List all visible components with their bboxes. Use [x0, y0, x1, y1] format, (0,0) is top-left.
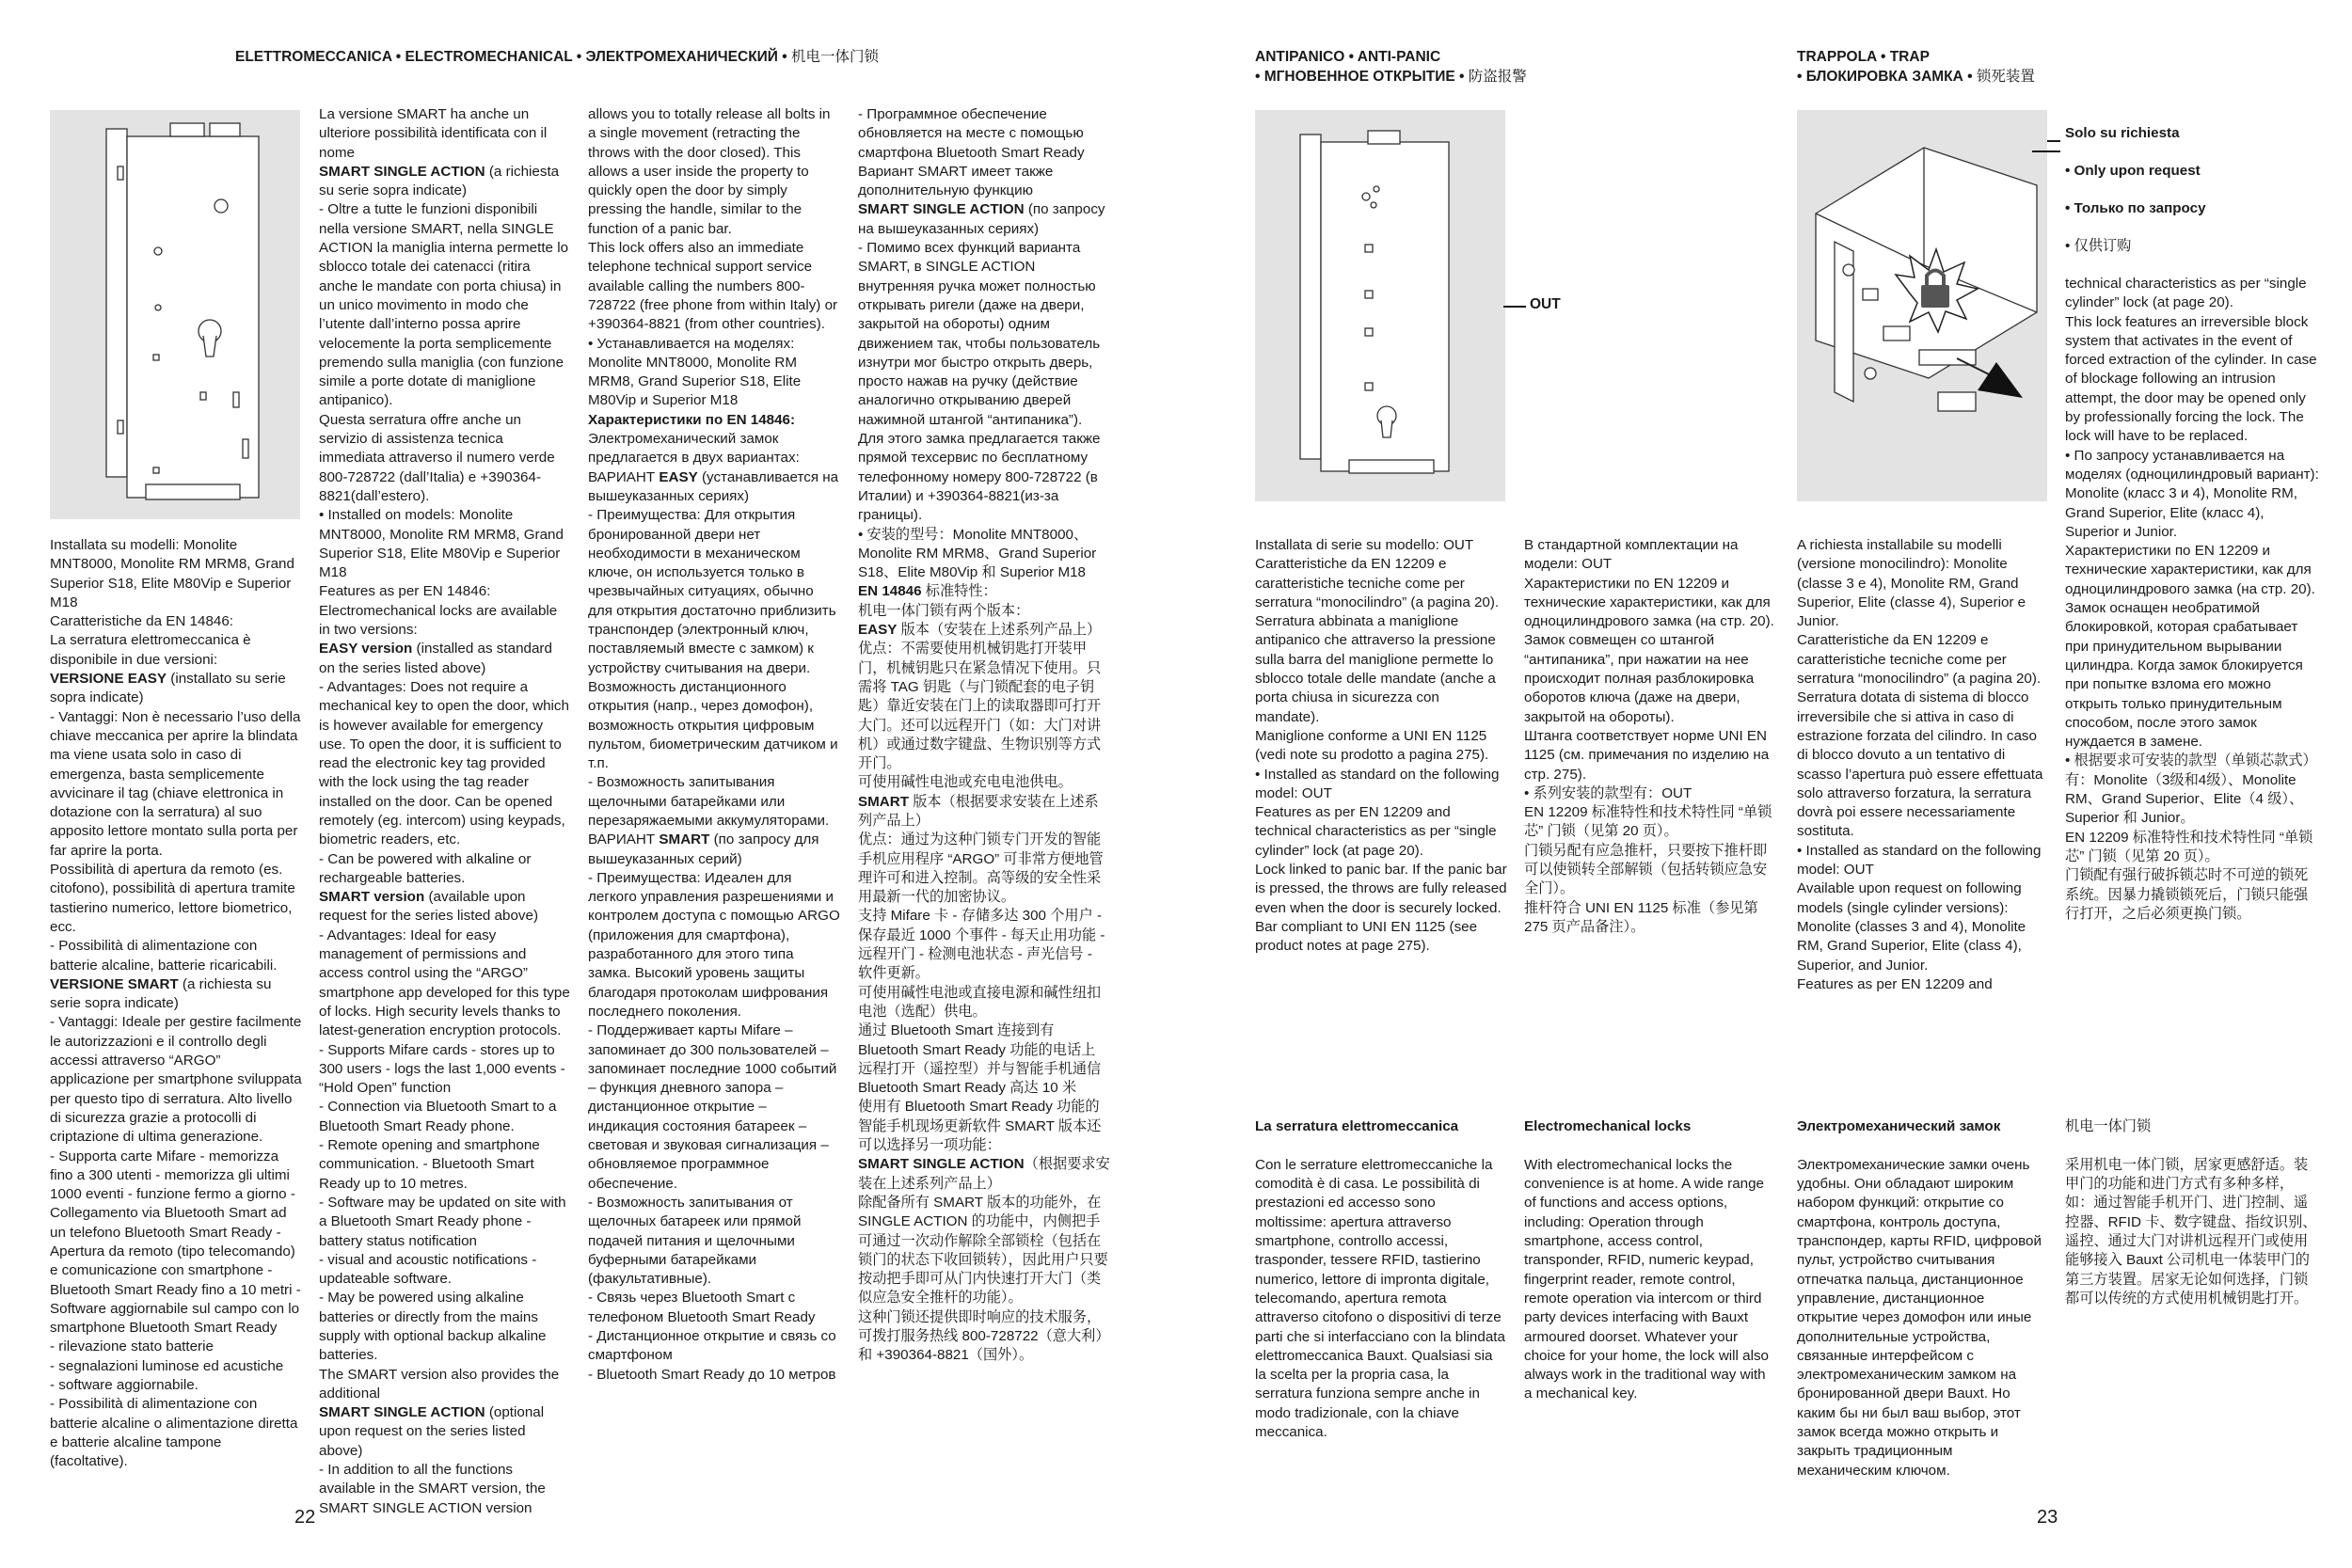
text-column-4 [858, 105, 1110, 1366]
paragraph: Available upon request on following models (single cylinder versions): Monolite (classes 3 and 4), Monolite RM, Grand Superior, Elite (class 4), Superior, and Junior. [1797, 880, 2026, 974]
paragraph: Installata su modelli: Monolite MNT8000, Monolite RM MRM8, Grand Superior S18, Elite M80Vip e Superior M18 [50, 537, 294, 610]
paragraph: • 安装的型号：Monolite MNT8000、Monolite RM MRM8、Grand Superior S18、Elite M80Vip 和 Superior M18 [858, 526, 1097, 581]
paragraph: SMART SINGLE ACTION (a richiesta su serie sopra indicate) [319, 163, 560, 199]
request-note-en: • Only upon request [2065, 163, 2201, 179]
paragraph: 使用有 Bluetooth Smart Ready 功能的智能手机现场更新软件 SMART 版本还可以选择另一项功能： [858, 1099, 1102, 1154]
paragraph: Характеристики по EN 12209 и технические характеристики, как для одноцилиндрового замка (на стр. 20). [1524, 575, 1774, 630]
paragraph: A richiesta installabile su modelli (versione monocilindro): Monolite (classe 3 e 4), Monolite RM, Grand Superior, Elite (classe 4), Superior e Junior. [1797, 537, 2026, 630]
lock-figure-antipanic [1255, 110, 1505, 501]
electromechanical-lock-drawing [50, 110, 300, 519]
paragraph: Bluetooth Smart Ready 高达 10 米 [858, 1080, 1077, 1097]
out-label: OUT [1530, 296, 1561, 312]
paragraph: Характеристики по EN 14846: [588, 411, 796, 428]
paragraph: В стандартной комплектации на модели: OUT [1524, 537, 1739, 573]
paragraph: Замок оснащен необратимой блокировкой, которая срабатывает при принудительном вырывании цилиндра. Когда замок блокируется при попытке взлома его можно открыть только принудительным способом, после этого замок нуждается в замене. [2065, 600, 2303, 751]
paragraph: - Преимущества: Идеален для легкого управления разрешениями и контролем доступа с помощью ARGO (приложения для смартфона), разработанного для этого типа замка. Высокий уровень защиты благодаря протоколам шифрования последнего поколения. [588, 869, 840, 1020]
paragraph: 除配备所有 SMART 版本的功能外，在 SINGLE ACTION 的功能中，内侧把手可通过一次动作解除全部锁栓（包括在锁门的状态下收回锁转），因此用户只要按动把手即可从门内快速打开大门（类似应急安全推杆的功能）。 [858, 1194, 1108, 1307]
paragraph: ВАРИАНТ EASY (устанавливается на вышеуказанных сериях) [588, 468, 839, 504]
paragraph: Questa serratura offre anche un servizio di assistenza tecnica immediata attraverso il numero verde 800-728722 (dall’Italia) e +390364-8821(dall’estero). [319, 411, 555, 504]
request-note-cn: • 仅供订购 [2065, 238, 2132, 254]
paragraph: 可使用碱性电池或充电电池供电。 [858, 774, 1073, 791]
paragraph: Features as per EN 12209 and [1797, 975, 1993, 992]
text-column-2 [319, 105, 571, 1518]
paragraph: - Преимущества: Для открытия бронированной двери нет необходимости в механическом ключе, он используется только в чрезвычайных ситуациях, обычно для открытия достаточно приблизить транспондер (электронный ключ, поставляемый вместе с замком) к устройству считывания на двери. Возможность дистанционного открытия (напр., через домофон), возможность открытия цифровым пультом, биометрическим датчиком и т.п. [588, 507, 838, 772]
paragraph: Serratura dotata di sistema di blocco irreversibile che si attiva in caso di estrazione forzata del cilindro. In caso di blocco dovuto a un tentativo di scasso l’apertura può essere effettuata solo attraverso forzatura, la serratura dovrà poi essere necessariamente sostituta. [1797, 689, 2043, 840]
paragraph: - Vantaggi: Non è necessario l’uso della chiave meccanica per aprire la blindata ma viene usata solo in caso di emergenza, basta semplicemente avvicinare il tag (chiave elettronica in dotazione con la serratura) al suo apposito lettore montato sulla porta per far aprire la porta. [50, 708, 301, 859]
bottom-box-en [1524, 1099, 1776, 1423]
paragraph: Lock linked to panic bar. If the panic bar is pressed, the throws are fully released even when the door is securely locked. [1255, 862, 1507, 916]
paragraph: 优点：通过为这种门锁专门开发的智能手机应用程序 “ARGO” 可非常方便地管理许可和进入控制。高等级的安全性采用最新一代的加密协议。 [858, 832, 1104, 906]
paragraph: • По запросу устанавливается на моделях (одноцилиндровый вариант): Monolite (класс 3 и 4), Monolite RM, Grand Superior, Elite (класс 4), Superior и Junior. [2065, 447, 2319, 540]
paragraph: Штанга соответствует норме UNI EN 1125 (см. примечания по изделию на стр. 275). [1524, 727, 1770, 783]
paragraph: VERSIONE SMART (a richiesta su serie sopra indicate) [50, 975, 272, 1012]
paragraph: EASY 版本（安装在上述系列产品上） [858, 622, 1102, 639]
paragraph: ВАРИАНТ SMART (по запросу для вышеуказанных серий) [588, 832, 819, 867]
bottom-en-text: With electromechanical locks the convenience is at home. A wide range of functions and access options, including: Operation through smartphone, access control, transponder, RFID, numeric keypad, fingerprint reader, remote control, remote operation via intercom or third party devices interfacing with Bauxt armoured doorset. Whatever your choice for your home, the lock will also always work in the traditional way with a mechanical key. [1524, 1156, 1769, 1402]
paragraph: 这种门锁还提供即时响应的技术服务，可拨打服务热线 800-728722（意大利）和 +390364-8821（国外）。 [858, 1308, 1110, 1364]
request-note-it: Solo su richiesta [2065, 125, 2180, 141]
paragraph: The SMART version also provides the additional [319, 1366, 560, 1402]
bottom-it-text: Con le serrature elettromeccaniche la comodità è di casa. Le possibilità di prestazioni ed accesso sono moltissime: apertura attraverso smartphone, controllo accessi, trasponder, tessere RFID, tastierino numerico, lettore di impronta digitale, telecomando, apertura remota attraverso citofono o dispositivi di terze parti che si interfacciano con la blindata elettromeccanica Bauxt. Qualsiasi sia la scelta per la propria casa, la serratura funziona sempre anche in modo tradizionale, con la chiave meccanica. [1255, 1156, 1505, 1441]
paragraph: 机电一体门锁有两个版本： [858, 602, 1030, 619]
header-mid [1255, 47, 1527, 87]
header-right-line1: TRAPPOLA • TRAP [1797, 49, 1930, 65]
paragraph: 推杆符合 UNI EN 1125 标准（参见第 275 页产品备注）。 [1524, 899, 1758, 935]
paragraph: 门锁另配有应急推杆，只要按下推杆即可以使锁转全部解锁（包括转锁应急安全门）。 [1524, 842, 1768, 897]
paragraph: • Устанавливается на моделях: Monolite MNT8000, Monolite RM MRM8, Grand Superior S18, Elite M80Vip и Superior M18 [588, 335, 802, 409]
paragraph: - Дистанционное открытие и связь со смартфоном [588, 1328, 836, 1364]
header-left-main: ELETTROMECCANICA • ELECTROMECHANICAL • ЭЛЕКТРОМЕХАНИЧЕСКИЙ • [235, 49, 787, 65]
paragraph: This lock features an irreversible block system that activates in the event of forced extraction of the cylinder. In case of blockage following an intrusion attempt, the door may be opened only by professionally forcing the lock. The lock will have to be replaced. [2065, 313, 2317, 445]
bottom-cn-title: 机电一体门锁 [2065, 1118, 2152, 1135]
paragraph: Caratteristiche da EN 14846: [50, 613, 234, 630]
bottom-cn-text: 采用机电一体门锁，居家更感舒适。装甲门的功能和进门方式有多种多样，如：通过智能手机开门、进门控制、遥控器、RFID 卡、数字键盘、指纹识别、遥控、通过大门对讲机远程开门或使用能够接入 Bauxt 公司机电一体装甲门的第三方装置。居家无论如何选择，门锁都可以传统的方式使用机械钥匙打开。 [2065, 1156, 2317, 1307]
request-callout-line-b [2032, 150, 2060, 152]
paragraph: - Oltre a tutte le funzioni disponibili nella versione SMART, nella SINGLE ACTION la maniglia interna permette lo sblocco totale dei catenacci (ritira anche le mandate con porta chiusa) in un unico movimento in modo che l’utente dall’interno possa aprire velocemente la porta semplicemente premendo sulla maniglia (con funzione simile a porte dotate di maniglione antipanico). [319, 201, 569, 409]
paragraph: - Поддерживает карты Mifare – запоминает до 300 пользователей – запоминает последние 1000 событий – функция дневного запора – дистанционное открытие – индикация состояния батареек – световая и звуковая сигнализация – обновляемое программное обеспечение. [588, 1022, 837, 1192]
paragraph: Installata di serie su modello: OUT [1255, 537, 1474, 553]
paragraph: allows you to totally release all bolts in a single movement (retracting the throws with the door closed). This allows a user inside the property to quickly open the door by simply pressing the handle, similar to the function of a panic bar. [588, 106, 831, 237]
paragraph: - Supporta carte Mifare - memorizza fino a 300 utenti - memorizza gli ultimi 1000 eventi - funzione fermo a giorno - Collegamento via Bluetooth Smart ad un telefono Bluetooth Smart Ready - Apertura da remoto (tipo telecomando) e comunicazione con smartphone - Bluetooth Smart Ready fino a 10 metri - Software aggiornabile sul campo con lo smartphone Bluetooth Smart Ready [50, 1148, 301, 1337]
paragraph: EN 14846 标准特性： [858, 583, 997, 600]
paragraph: 可使用碱性电池或直接电源和碱性纽扣电池（选配）供电。 [858, 984, 1102, 1020]
paragraph: SMART 版本（根据要求安装在上述系列产品上） [858, 793, 1099, 829]
paragraph: - Supports Mifare cards - stores up to 300 users - logs the last 1,000 events - “Hold Open” function [319, 1041, 565, 1097]
paragraph: La versione SMART ha anche un ulteriore possibilità identificata con il nome [319, 106, 548, 161]
paragraph: - May be powered using alkaline batteries or directly from the mains supply with optional backup alkaline batteries. [319, 1290, 547, 1364]
paragraph: • Installed on models: Monolite MNT8000, Monolite RM MRM8, Grand Superior S18, Elite M80Vip e Superior M18 [319, 507, 564, 581]
paragraph: 门锁配有强行破拆锁芯时不可逆的锁死系统。因暴力撬锁锁死后，门锁只能强行打开，之后必须更换门锁。 [2065, 867, 2309, 922]
paragraph: Features as per EN 14846: [319, 583, 491, 600]
text-column-8 [2065, 275, 2321, 924]
header-mid-line2-cn: 防盗报警 [1464, 69, 1527, 85]
paragraph: technical characteristics as per “single cylinder” lock (at page 20). [2065, 276, 2307, 311]
paragraph: - In addition to all the functions available in the SMART version, the SMART SINGLE ACTION version [319, 1462, 546, 1516]
paragraph: 优点：不需要使用机械钥匙打开装甲门，机械钥匙只在紧急情况下使用。只需将 TAG 钥匙（与门锁配套的电子钥匙）靠近安装在门上的读取器即可打开大门。还可以远程开门（如：大门对讲机）或通过数字键盘、生物识别等方式开门。 [858, 641, 1102, 772]
bottom-box-it [1255, 1099, 1507, 1462]
paragraph: Электромеханический замок предлагается в двух вариантах: [588, 431, 800, 467]
paragraph: 通过 Bluetooth Smart 连接到有 Bluetooth Smart Ready 功能的电话上 [858, 1022, 1096, 1058]
header-mid-line1: ANTIPANICO • ANTI-PANIC [1255, 49, 1441, 65]
paragraph: La serratura elettromeccanica è disponibile in due versioni: [50, 632, 251, 668]
paragraph: - Possibilità di alimentazione con batterie alcaline o alimentazione diretta e batterie alcaline tampone (facoltative). [50, 1396, 298, 1470]
trap-lock-drawing [1797, 110, 2047, 501]
paragraph: Caratteristiche da EN 12209 e caratteristiche tecniche come per serratura “monocilindro” (a pagina 20). [1797, 632, 2042, 688]
paragraph: - Connection via Bluetooth Smart to a Bluetooth Smart Ready phone. [319, 1099, 557, 1134]
header-right-line2-cn: 锁死装置 [1972, 69, 2035, 85]
paragraph: - Возможность запитывания щелочными батарейками или перезаряжаемыми аккумуляторами. [588, 774, 830, 829]
header-left-cn: 机电一体门锁 [787, 49, 879, 65]
paragraph: 支持 Mifare 卡 - 存储多达 300 个用户 - 保存最近 1000 个事件 - 每天止用功能 - 远程开门 - 检测电池状态 - 声光信号 - 软件更新。 [858, 908, 1105, 982]
out-callout-line [1503, 306, 1526, 308]
paragraph: Характеристики по EN 12209 и технические характеристики, как для одноцилиндрового замка (на стр. 20). [2065, 543, 2315, 597]
bottom-en-title: Electromechanical locks [1524, 1118, 1692, 1135]
bottom-ru-title: Электромеханический замок [1797, 1118, 2001, 1135]
bottom-it-title: La serratura elettromeccanica [1255, 1118, 1459, 1135]
bottom-ru-text: Электромеханические замки очень удобны. Они обладают широким набором функций: открытие со смартфона, контроль доступа, транспондер, карты RFID, цифровой пульт, устройство считывания отпечатка пальца, дистанционное управление, дистанционное открытие через домофон или иные дополнительные устройства, связанные интерфейсом с электромеханическим замком на бронированной двери Bauxt. Но каким бы ни был ваш выбор, этот замок всегда можно открыть и закрыть традиционным механическим ключом. [1797, 1156, 2042, 1479]
request-callout-line-a [2047, 140, 2060, 142]
paragraph: - Software may be updated on site with a Bluetooth Smart Ready phone - battery status notification [319, 1194, 566, 1249]
paragraph: Для этого замка предлагается также прямой техсервис по бесплатному телефонному номеру 800-728722 (в Италии) и +390364-8821(из-за границы). [858, 431, 1101, 524]
header-left [235, 47, 879, 67]
page-number-right: 23 [2037, 1507, 2058, 1528]
paragraph: - Vantaggi: Ideale per gestire facilmente le autorizzazioni e il controllo degli accessi attraverso “ARGO” applicazione per smartphone sviluppata per questo tipo di serratura. Alto livello di sicurezza grazie a protocolli di criptazione di ultima generazione. [50, 1014, 302, 1146]
paragraph: - Связь через Bluetooth Smart с телефоном Bluetooth Smart Ready [588, 1290, 816, 1325]
text-column-7 [1797, 536, 2049, 994]
paragraph: - Возможность запитывания от щелочных батареек или прямой подачей питания и щелочными буферными батарейками (факультативные). [588, 1194, 802, 1288]
paragraph: Замок совмещен со штангой “антипаника”, при нажатии на нее происходит полная разблокировка оборотов ключа (даже на двери, закрытой на обороты). [1524, 632, 1755, 725]
lock-figure-trap [1797, 110, 2047, 501]
paragraph: • 根据要求可安装的款型（单锁芯款式）有：Monolite（3级和4级）、Monolite RM、Grand Superior、Elite（4 级）、Superior 和 Junior。 [2065, 752, 2317, 827]
paragraph: SMART version (available upon request for the series listed above) [319, 889, 538, 925]
paragraph: - Advantages: Does not require a mechanical key to open the door, which is however available for emergency use. To open the door, it is sufficient to read the electronic key tag provided with the lock using the tag reader installed on the door. Can be opened remotely (eg. intercom) using keypads, biometric readers, etc. [319, 678, 569, 848]
header-right-line2: • БЛОКИРОВКА ЗАМКА • [1797, 69, 1973, 85]
header-mid-line2: • МГНОВЕННОЕ ОТКРЫТИЕ • [1255, 69, 1465, 85]
paragraph: SMART SINGLE ACTION（根据要求安装在上述系列产品上） [858, 1156, 1110, 1192]
paragraph: EASY version (installed as standard on the series listed above) [319, 641, 552, 676]
paragraph: 远程打开（遥控型）并与智能手机通信 [858, 1060, 1102, 1077]
header-right [1797, 47, 2035, 87]
text-column-5 [1255, 536, 1507, 957]
paragraph: - Bluetooth Smart Ready до 10 метров [588, 1366, 836, 1383]
paragraph: Caratteristiche da EN 12209 e caratteristiche tecniche come per serratura “monocilindro” (a pagina 20). [1255, 556, 1500, 610]
text-column-1 [50, 536, 302, 1472]
paragraph: • Installed as standard on the following model: OUT [1255, 766, 1500, 801]
paragraph: - Advantages: Ideal for easy management of permissions and access control using the “ARGO” smartphone app developed for this type of locks. High security levels thanks to latest-generation encryption protocols. [319, 927, 570, 1039]
paragraph: - Программное обеспечение обновляется на месте с помощью смартфона Bluetooth Smart Ready Вариант SMART имеет также дополнительную функцию [858, 106, 1085, 199]
paragraph: This lock offers also an immediate telephone technical support service available calling the numbers 800-728722 (free phone from within Italy) or +390364-8821 (from other countries). [588, 240, 838, 333]
lock-figure-electromechanical [50, 110, 300, 519]
paragraph: EN 12209 标准特性和技术特性同 “单锁芯” 门锁（见第 20 页）。 [2065, 829, 2313, 864]
antipanic-lock-drawing [1255, 110, 1505, 501]
paragraph: - segnalazioni luminose ed acustiche [50, 1357, 284, 1374]
text-column-6 [1524, 536, 1776, 937]
paragraph: Electromechanical locks are available in two versions: [319, 602, 558, 639]
paragraph: SMART SINGLE ACTION (по запросу на вышеуказанных сериях) [858, 201, 1105, 237]
paragraph: Possibilità di apertura da remoto (es. citofono), possibilità di apertura tramite tastierino numerico, lettore biometrico, ecc. [50, 862, 295, 935]
request-note-ru: • Только по запросу [2065, 200, 2206, 216]
paragraph: Serratura abbinata a maniglione antipanico che attraverso la pressione sulla barra del maniglione permette lo sblocco totale delle mandate (anche a porta chiusa in sicurezza con mandate). [1255, 613, 1496, 725]
paragraph: - Possibilità di alimentazione con batterie alcaline, batterie ricaricabili. [50, 938, 278, 974]
lock-icon [1921, 285, 1949, 308]
paragraph: - software aggiornabile. [50, 1377, 199, 1394]
request-note [2065, 105, 2225, 275]
paragraph: SMART SINGLE ACTION (optional upon request on the series listed above) [319, 1404, 545, 1459]
paragraph: Features as per EN 12209 and technical characteristics as per “single cylinder” lock (at page 20). [1255, 804, 1497, 859]
page-number-left: 22 [294, 1507, 316, 1528]
paragraph: - visual and acoustic notifications - updateable software. [319, 1251, 537, 1288]
paragraph: VERSIONE EASY (installato su serie sopra indicate) [50, 671, 286, 706]
paragraph: - rilevazione stato batterie [50, 1338, 214, 1355]
bottom-box-cn [2065, 1099, 2317, 1328]
paragraph: Maniglione conforme a UNI EN 1125 (vedi note su prodotto a pagina 275). [1255, 727, 1489, 764]
paragraph: EN 12209 标准特性和技术特性同 “单锁芯” 门锁（见第 20 页）。 [1524, 804, 1772, 840]
paragraph: - Remote opening and smartphone communication. - Bluetooth Smart Ready up to 10 metres. [319, 1137, 540, 1192]
paragraph: Bar compliant to UNI EN 1125 (see product notes at page 275). [1255, 918, 1478, 955]
text-column-3 [588, 105, 840, 1385]
paragraph: - Помимо всех функций варианта SMART, в SINGLE ACTION внутренняя ручка может полностью открывать ригели (даже на двери, закрытой на обороты) одним движением так, чтобы пользователь изнутри мог быстро открыть дверь, просто нажав на ручку (действие аналогично открыванию дверей нажимной штангой “антипаника”). [858, 240, 1101, 428]
paragraph: • 系列安装的款型有：OUT [1524, 784, 1692, 801]
bottom-box-ru [1797, 1099, 2049, 1499]
paragraph: - Can be powered with alkaline or rechargeable batteries. [319, 850, 532, 886]
paragraph: • Installed as standard on the following model: OUT [1797, 842, 2042, 879]
